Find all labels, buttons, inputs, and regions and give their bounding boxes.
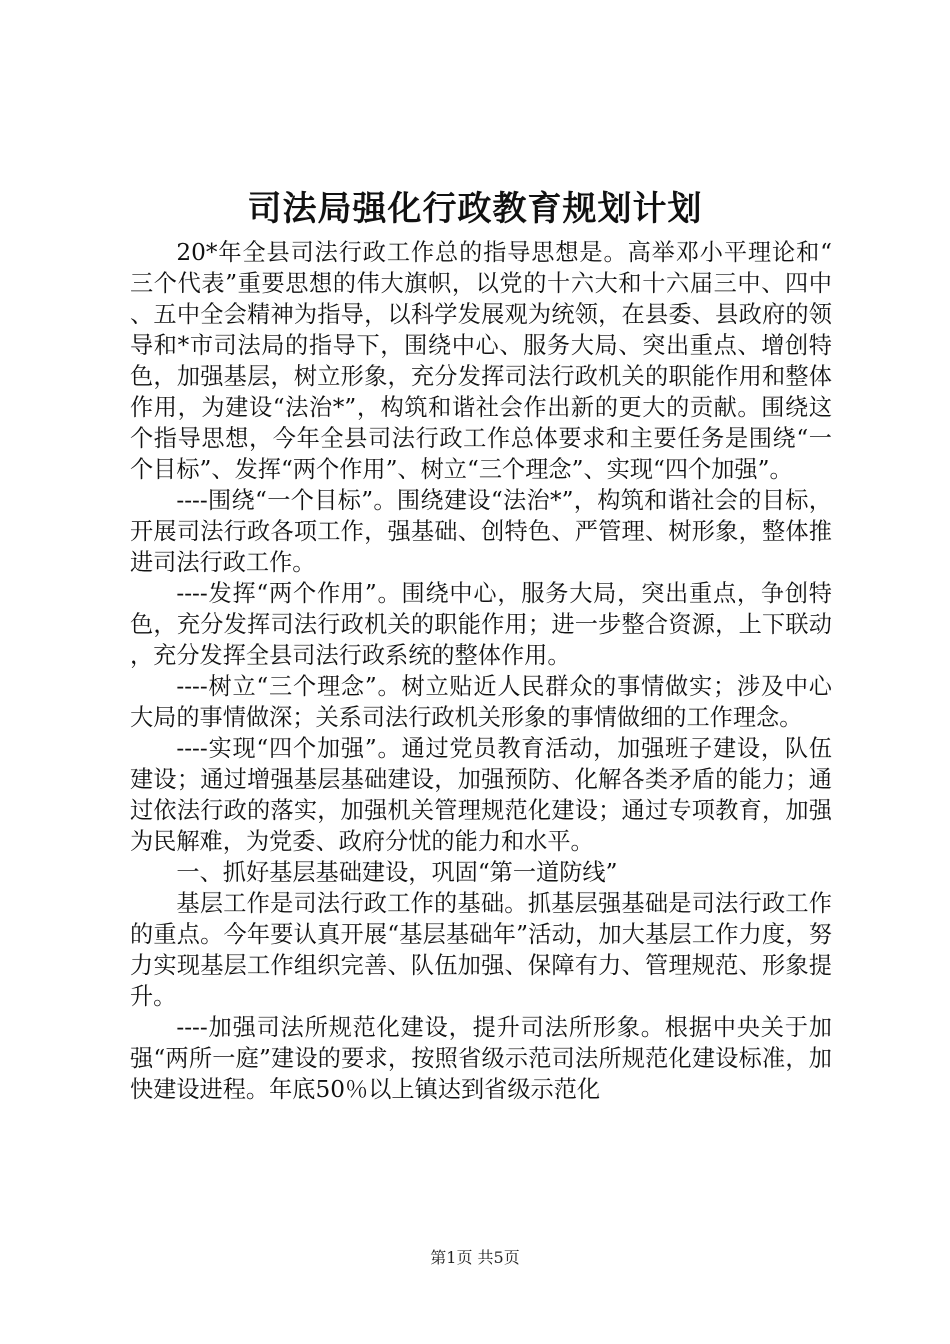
paragraph-three-concepts: ----树立“三个理念”。树立贴近人民群众的事情做实；涉及中心大局的事情做深；关系司法行政机关形象的事情做细的工作理念。 [130,673,832,731]
paragraph-one-goal: ----围绕“一个目标”。围绕建设“法治*”，构筑和谐社会的目标，开展司法行政各项工作，强基础、创特色、严管理、树形象，整体推进司法行政工作。 [130,487,832,576]
paragraph-grassroots-work: 基层工作是司法行政工作的基础。抓基层强基础是司法行政工作的重点。今年要认真开展“基层基础年”活动，加大基层工作力度，努力实现基层工作组织完善、队伍加强、保障有力、管理规范、形象提升。 [130,890,832,1010]
paragraph-four-strengthenings: ----实现“四个加强”。通过党员教育活动，加强班子建设，队伍建设；通过增强基层基础建设，加强预防、化解各类矛盾的能力；通过依法行政的落实，加强机关管理规范化建设；通过专项教育，加强为民解难，为党委、政府分忧的能力和水平。 [130,735,832,855]
paragraph-judicial-office: ----加强司法所规范化建设，提升司法所形象。根据中央关于加强“两所一庭”建设的要求，按照省级示范司法所规范化建设标准，加快建设进程。年底50％以上镇达到省级示范化 [130,1014,832,1103]
document-title: 司法局强化行政教育规划计划 [247,189,703,229]
document-body [130,237,832,1105]
section-heading-grassroots: 一、抓好基层基础建设，巩固“第一道防线” [176,859,618,886]
paragraph-guiding-thought: 20*年全县司法行政工作总的指导思想是。高举邓小平理论和“三个代表”重要思想的伟大旗帜，以党的十六大和十六届三中、四中、五中全会精神为指导，以科学发展观为统领，在县委、县政府的领导和*市司法局的指导下，围绕中心、服务大局、突出重点、增创特色，加强基层，树立形象，充分发挥司法行政机关的职能作用和整体作用，为建设“法治*”，构筑和谐社会作出新的更大的贡献。围绕这个指导思想，今年全县司法行政工作总体要求和主要任务是围绕“一个目标”、发挥“两个作用”、树立“三个理念”、实现“四个加强”。 [130,239,832,483]
paragraph-two-roles: ----发挥“两个作用”。围绕中心，服务大局，突出重点，争创特色，充分发挥司法行政机关的职能作用；进一步整合资源，上下联动，充分发挥全县司法行政系统的整体作用。 [130,580,832,669]
page-footer: 第1页 共5页 [430,1248,520,1267]
